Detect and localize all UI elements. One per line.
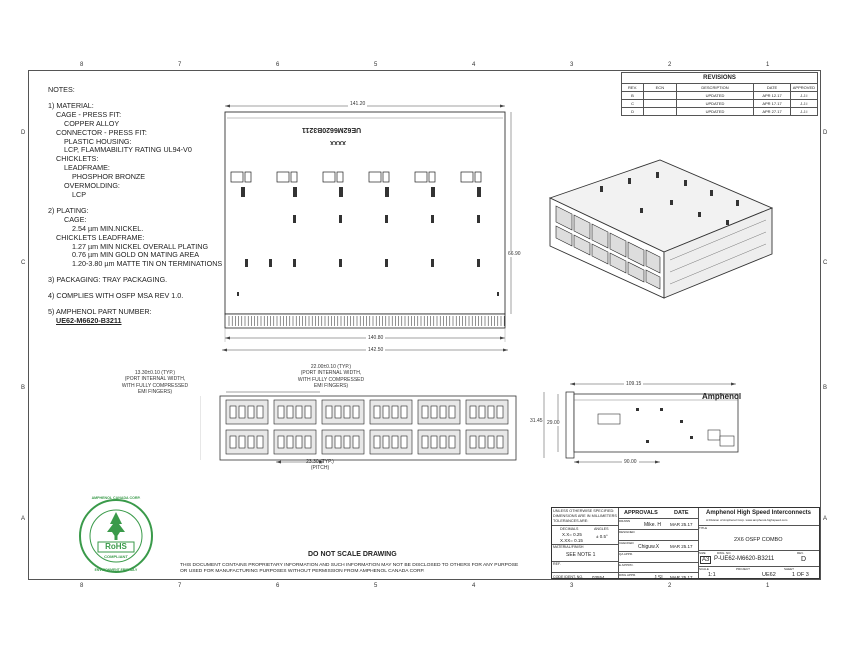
material-label: MATERIAL/FINISH (553, 545, 584, 549)
dwg-no-label: DWG. NO. (717, 551, 732, 555)
qa-row (618, 552, 698, 563)
top-view-drawing (205, 98, 535, 360)
date-label: DATE (674, 510, 689, 516)
rev-cell: APR 17.17 (754, 100, 790, 108)
side-brand-label: Amphenol (702, 392, 742, 401)
dim-side-height-b: 29.00 (547, 420, 560, 426)
revision-row (622, 108, 818, 116)
dwg-appr-label: DWG APPR. (619, 573, 637, 577)
dim-text: (PITCH) (310, 465, 330, 472)
scale-label: SCALE (699, 567, 709, 571)
rev-cell: J.J.I (790, 92, 817, 100)
material-value: SEE NOTE 1 (566, 552, 596, 558)
zone-label: 4 (472, 583, 476, 589)
rohs-top-text: AMPHENOL CANADA CORP. (91, 496, 141, 500)
revision-row (622, 92, 818, 100)
title-cell (698, 526, 819, 551)
drawn-name: Mike. H (644, 522, 661, 528)
note-line: 2) PLATING: (48, 205, 89, 215)
zone-label: B (21, 385, 26, 391)
dim-bottom-142: 142.50 (368, 347, 384, 353)
zone-label: 4 (472, 62, 476, 68)
note-line: 1) MATERIAL: (48, 100, 94, 110)
title-value: 2X6 OSFP COMBO (734, 537, 783, 543)
zone-label: 5 (374, 62, 378, 68)
company-cell (698, 508, 819, 526)
dim-port-width-a (110, 370, 200, 396)
part-marking: UE62M6620B3211 (302, 126, 362, 133)
scale-value: 1:1 (708, 572, 716, 578)
code-label: CODE IDENT. NO. (553, 575, 584, 579)
rev-cell (644, 108, 677, 116)
note-line: 3) PACKAGING: TRAY PACKAGING. (48, 275, 168, 285)
note-line: PHOSPHOR BRONZE (72, 172, 146, 182)
rev-col-header: ECN (644, 84, 677, 92)
part-marking-sub: XXXX (330, 139, 347, 145)
zone-label: B (823, 385, 828, 391)
sheet-label: SHEET (784, 567, 795, 571)
note-line: 1.27 µm MIN NICKEL OVERALL PLATING (72, 241, 209, 251)
rev-cell: C (622, 100, 644, 108)
dim-port-width-b (286, 364, 376, 390)
dim-text: WITH FULLY COMPRESSED (297, 376, 365, 383)
note-line: 5) AMPHENOL PART NUMBER: (48, 307, 152, 317)
note-line: CHICKLETS: (56, 154, 99, 164)
isometric-view-drawing (540, 150, 780, 300)
note-line: COPPER ALLOY (64, 118, 120, 128)
zone-label: A (21, 516, 26, 522)
rohs-sub-text: COMPLIANT (104, 554, 128, 559)
designed-row (618, 530, 698, 541)
project-value: UE62 (762, 572, 776, 578)
note-line: 0.76 µm MIN GOLD ON MATING AREA (72, 250, 200, 260)
dwg-appr-row (618, 573, 698, 582)
rev-cell: J.J.I (790, 100, 817, 108)
rev-cell (644, 92, 677, 100)
approvals-label: APPROVALS (624, 510, 658, 516)
scale-row (698, 567, 819, 581)
revision-row (622, 100, 818, 108)
size-label: SIZE (699, 551, 706, 555)
rev-col-header: DATE (754, 84, 790, 92)
checked-date: MAR 25.17 (670, 544, 693, 549)
zone-label: 2 (668, 62, 672, 68)
designed-label: DESIGNED (619, 530, 635, 534)
qa-label: QA APPR. (619, 552, 633, 556)
note-line: LCP (72, 189, 86, 199)
rohs-main-text: RoHS (105, 542, 127, 551)
zone-label: 7 (178, 62, 182, 68)
code-cell (552, 573, 618, 583)
dwg-no-value: P-UE62-M6620-B3211 (714, 556, 775, 562)
rev-value: D (801, 556, 807, 563)
tolerance-header: UNLESS OTHERWISE SPECIFIED: DIMENSIONS ARE IN MILLIMETERS TOLERANCES ARE: (552, 508, 618, 526)
rev-cell: UPDATED (676, 92, 754, 100)
zone-label: 8 (80, 62, 84, 68)
note-line: LCP, FLAMMABILITY RATING UL94-V0 (64, 145, 192, 155)
note-line: CAGE: (64, 214, 87, 224)
note-line: 4) COMPLIES WITH OSFP MSA REV 1.0. (48, 291, 184, 301)
size-value: A3 (702, 557, 710, 563)
zone-label: 6 (276, 62, 280, 68)
dim-text: 22.00±0.10 (TYP.) (310, 364, 352, 370)
zone-label: 7 (178, 583, 182, 589)
zone-label: 6 (276, 583, 280, 589)
revisions-header-row (622, 84, 818, 92)
checked-row (618, 541, 698, 552)
part-number: UE62-M6620-B3211 (56, 315, 122, 325)
zone-label: D (21, 130, 26, 136)
company-column (698, 508, 819, 578)
zone-label: 8 (80, 583, 84, 589)
ref-cell (552, 562, 618, 573)
rev-cell: UPDATED (676, 100, 754, 108)
rev-cell: D (622, 108, 644, 116)
rev-cell: B (622, 92, 644, 100)
rev-cell: J.J.I (790, 108, 817, 116)
dim-top-width: 141.20 (350, 101, 366, 107)
notice-line: OR USED FOR MANUFACTURING PURPOSES WITHOUT PERMISSION FROM AMPHENOL CANADA CORP. (180, 569, 425, 574)
zone-label: 3 (570, 583, 574, 589)
project-label: PROJECT (736, 567, 751, 571)
rev-cell: APR 12.17 (754, 92, 790, 100)
front-view-drawing (200, 390, 520, 470)
note-line: OVERMOLDING: (64, 181, 120, 191)
rohs-seal-graphic (78, 498, 154, 574)
rev-cell (644, 100, 677, 108)
decimals-label: DECIMALS (560, 527, 579, 531)
approvals-column (618, 508, 699, 581)
zone-label: 1 (766, 583, 770, 589)
zone-label: 3 (570, 62, 574, 68)
rev-cell: UPDATED (676, 108, 754, 116)
dim-text: (PORT INTERNAL WIDTH, (300, 370, 362, 377)
dwg-number-row (698, 551, 819, 567)
dim-side-width: 109.15 (626, 381, 642, 387)
note-line: 1.20-3.80 µm MATTE TIN ON TERMINATIONS (72, 259, 223, 269)
dim-text: 23.30 (TYP.) (306, 459, 334, 465)
company-name: Amphenol High Speed Interconnects (706, 510, 812, 516)
note-line: CAGE - PRESS FIT: (56, 109, 122, 119)
angle-tolerance: ± 0.5° (596, 534, 608, 539)
revisions-title: REVISIONS (621, 72, 818, 83)
revisions-table (621, 83, 818, 116)
rev-col-header: REV. (622, 84, 644, 92)
dim-side-bottom: 90.00 (624, 459, 637, 465)
zone-label: 2 (668, 583, 672, 589)
zone-label: C (823, 260, 828, 266)
drawn-date: MAR 25.17 (670, 522, 693, 527)
note-line: 2.54 µm MIN.NICKEL. (72, 223, 144, 233)
code-value: 03554 (592, 575, 605, 580)
tolerance-column (552, 508, 619, 578)
revisions-block (621, 72, 818, 116)
dim-pitch (290, 459, 350, 472)
title-label: TITLE (699, 526, 708, 530)
approvals-header (618, 508, 698, 519)
rev-label: REV. (797, 551, 804, 555)
tolerance-values (552, 526, 618, 545)
material-cell (552, 545, 618, 562)
zone-label: C (21, 260, 26, 266)
dim-text: EMI FINGERS) (313, 383, 349, 390)
rohs-seal (78, 498, 154, 574)
zone-label: 5 (374, 583, 378, 589)
tolerance-1: X.X= 0.25 (562, 532, 582, 537)
notice-line: THIS DOCUMENT CONTAINS PROPRIETARY INFORMATION AND SUCH INFORMATION MAY NOT BE DISCLOSED TO OTHERS FOR ANY PURPOSE (180, 563, 519, 568)
drawn-row (618, 519, 698, 530)
ref-label: REF. (553, 562, 561, 566)
rohs-bottom-text: ENVIRONMENT FRIENDLY (94, 568, 138, 572)
proprietary-notice (180, 563, 550, 575)
dim-side-height-a: 31.45 (530, 418, 543, 424)
rev-col-header: APPROVED (790, 84, 817, 92)
zone-label: A (823, 516, 828, 522)
rev-cell: APR 27.17 (754, 108, 790, 116)
checked-name: Chiguw.X (638, 544, 660, 550)
notes-title: NOTES: (48, 85, 75, 94)
dim-bottom-140: 140.80 (368, 335, 384, 341)
note-line: PLASTIC HOUSING: (64, 136, 132, 146)
dim-text: WITH FULLY COMPRESSED (121, 382, 189, 389)
zone-label: D (823, 130, 828, 136)
checked-label: CHECKED (619, 541, 634, 545)
dim-text: 13.30±0.10 (TYP.) (134, 370, 176, 376)
sheet-value: 1 OF 3 (792, 572, 809, 578)
company-sub: A Division of Amphenol Corp. www.amphenol-highspeed.com (706, 518, 788, 522)
note-line: CONNECTOR - PRESS FIT: (56, 127, 147, 137)
dim-height: 66.90 (508, 251, 521, 257)
drawn-label: DRAWN (619, 519, 631, 523)
tolerance-2: X.XX= 0.15 (560, 538, 583, 543)
angles-label: ANGLES (594, 527, 609, 531)
dwg-appr-name: J.SI (654, 575, 663, 581)
eng-row (618, 563, 698, 573)
zone-label: 1 (766, 62, 770, 68)
rev-col-header: DESCRIPTION (676, 84, 754, 92)
note-line: CHICKLETS LEADFRAME: (56, 232, 145, 242)
note-line: LEADFRAME: (64, 163, 110, 173)
title-block (551, 507, 820, 579)
dim-text: EMI FINGERS) (137, 389, 173, 396)
eng-label: E APPR'D. (619, 563, 634, 567)
dwg-appr-date: MAR 25.17 (670, 575, 693, 580)
dim-text: (PORT INTERNAL WIDTH, (124, 376, 186, 383)
do-not-scale-title: DO NOT SCALE DRAWING (308, 551, 397, 558)
